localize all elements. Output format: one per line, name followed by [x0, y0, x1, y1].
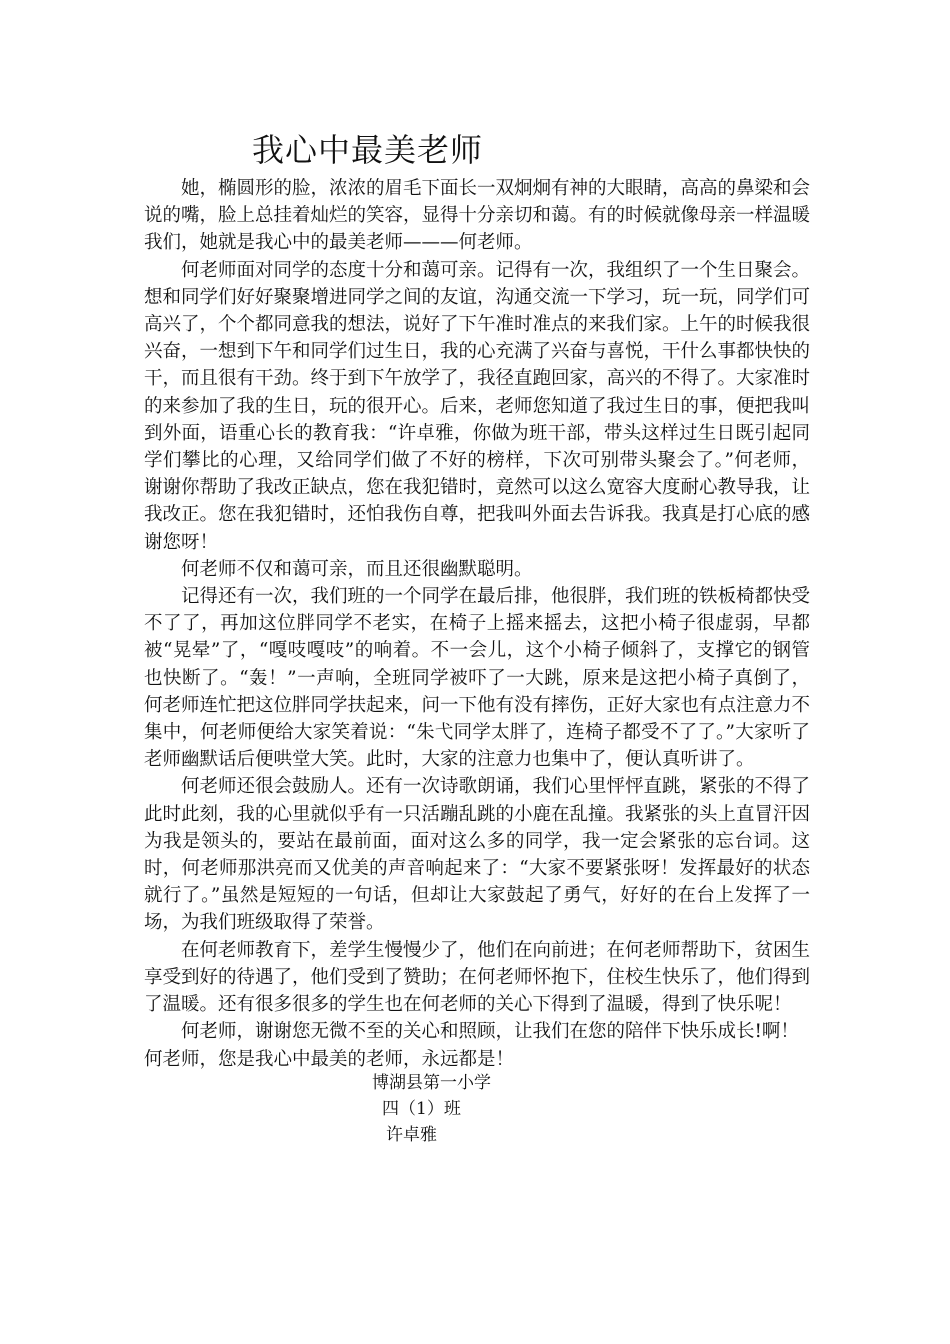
essay-body [144, 175, 810, 1073]
paragraph-7: 何老师，谢谢您无微不至的关心和照顾，让我们在您的陪伴下快乐成长!啊！何老师，您是我心中最美的老师，永远都是！ [144, 1021, 799, 1070]
paragraph-5: 何老师还很会鼓励人。还有一次诗歌朗诵，我们心里怦怦直跳，紧张的不得了此时此刻，我的心里就似乎有一只活蹦乱跳的小鹿在乱撞。我紧张的头上直冒汗因为我是领头的，要站在最前面，面对这么多的同学，我一定会紧张的忘台词。这时，何老师那洪亮而又优美的声音响起来了：“大家不要紧张呀！发挥最好的状态就行了。”虽然是短短的一句话，但却让大家鼓起了勇气，好好的在台上发挥了一场，为我们班级取得了荣誉。 [144, 776, 811, 934]
paragraph-4: 记得还有一次，我们班的一个同学在最后排，他很胖，我们班的铁板椅都快受不了了，再加这位胖同学不老实，在椅子上摇来摇去，这把小椅子很虚弱，早都被“晃晕”了，“嘎吱嘎吱”的响着。不一会儿，这个小椅子倾斜了，支撑它的钢管也快断了。“轰！”一声响，全班同学被吓了一大跳，原来是这把小椅子真倒了，何老师连忙把这位胖同学扶起来，问一下他有没有摔伤，正好大家也有点注意力不集中，何老师便给大家笑着说：“朱弋同学太胖了，连椅子都受不了了。”大家听了老师幽默话后便哄堂大笑。此时，大家的注意力也集中了，便认真听讲了。 [144, 586, 811, 771]
signature-name: 许卓雅 [386, 1125, 437, 1145]
essay-title: 我心中最美老师 [252, 131, 484, 169]
paragraph-3: 何老师不仅和蔼可亲，而且还很幽默聪明。 [181, 558, 533, 580]
paragraph-2: 何老师面对同学的态度十分和蔼可亲。记得有一次，我组织了一个生日聚会。想和同学们好好聚聚增进同学之间的友谊，沟通交流一下学习，玩一玩，同学们可高兴了，个个都同意我的想法，说好了下午准时准点的来我们家。上午的时候我很兴奋，一想到下午和同学们过生日，我的心充满了兴奋与喜悦，干什么事都快快的干，而且很有干劲。终于到下午放学了，我径直跑回家，高兴的不得了。大家准时的来参加了我的生日，玩的很开心。后来，老师您知道了我过生日的事，便把我叫到外面，语重心长的教育我：“许卓雅，你做为班干部，带头这样过生日既引起同学们攀比的心理，又给同学们做了不好的榜样，下次可别带头聚会了。”何老师，谢谢你帮助了我改正缺点，您在我犯错时，竟然可以这么宽容大度耐心教导我，让我改正。您在我犯错时，还怕我伤自尊，把我叫外面去告诉我。我真是打心底的感谢您呀！ [144, 259, 811, 553]
signature-school: 博湖县第一小学 [372, 1073, 491, 1093]
paragraph-1: 她，椭圆形的脸，浓浓的眉毛下面长一双炯炯有神的大眼睛，高高的鼻梁和会说的嘴，脸上总挂着灿烂的笑容，显得十分亲切和蔼。有的时候就像母亲一样温暖我们，她就是我心中的最美老师———何老师。 [144, 178, 811, 254]
paragraph-6: 在何老师教育下，差学生慢慢少了，他们在向前进；在何老师帮助下，贫困生享受到好的待遇了，他们受到了赞助；在何老师怀抱下，住校生快乐了，他们得到了温暖。还有很多很多的学生也在何老师的关心下得到了温暖，得到了快乐呢！ [144, 939, 811, 1016]
signature-class: 四（1）班 [382, 1099, 461, 1119]
